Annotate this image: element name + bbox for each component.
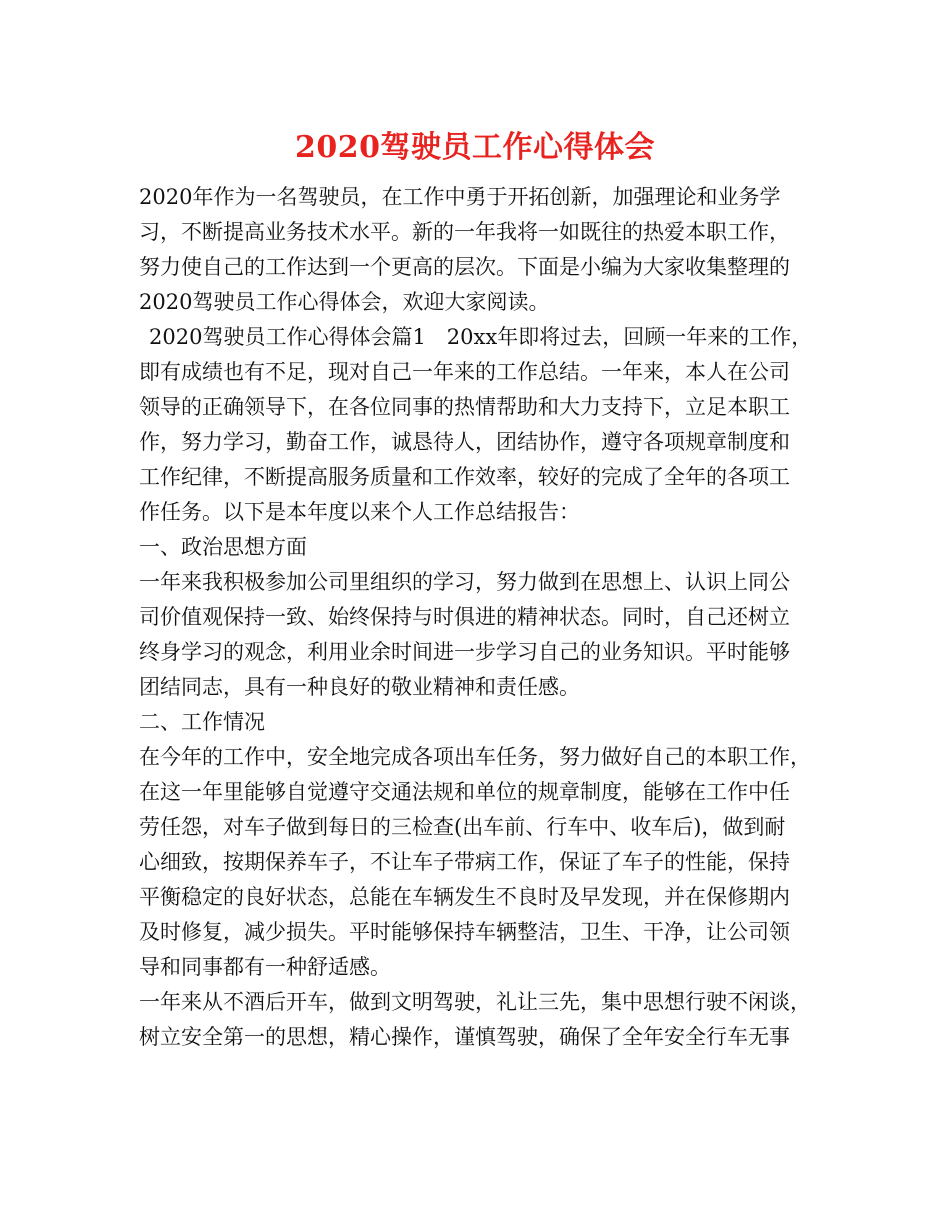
text-line: 劳任怨，对车子做到每日的三检查(出车前、行车中、收车后)，做到耐 xyxy=(139,815,786,839)
text-line: 心细致，按期保养车子，不让车子带病工作，保证了车子的性能，保持 xyxy=(139,850,790,874)
text-line: 司价值观保持一致、始终保持与时俱进的精神状态。同时，自己还树立 xyxy=(139,605,790,629)
text-line: 导和同事都有一种舒适感。 xyxy=(139,955,391,979)
text-line: 习，不断提高业务技术水平。新的一年我将一如既往的热爱本职工作， xyxy=(139,220,790,244)
text-line: 在今年的工作中，安全地完成各项出车任务，努力做好自己的本职工作， xyxy=(139,745,811,769)
text-line: 一年来我积极参加公司里组织的学习，努力做到在思想上、认识上同公 xyxy=(139,570,790,594)
text-line: 平衡稳定的良好状态，总能在车辆发生不良时及早发现，并在保修期内 xyxy=(139,885,790,909)
text-line: 团结同志，具有一种良好的敬业精神和责任感。 xyxy=(139,675,580,699)
document-title: 2020驾驶员工作心得体会 xyxy=(295,130,655,165)
text-line: 树立安全第一的思想，精心操作，谨慎驾驶，确保了全年安全行车无事 xyxy=(139,1025,790,1049)
text-line: 领导的正确领导下，在各位同事的热情帮助和大力支持下，立足本职工 xyxy=(139,395,790,419)
document-body xyxy=(139,180,839,1055)
text-line: 终身学习的观念，利用业余时间进一步学习自己的业务知识。平时能够 xyxy=(139,640,790,664)
text-line: 在这一年里能够自觉遵守交通法规和单位的规章制度，能够在工作中任 xyxy=(139,780,790,804)
text-line: 2020驾驶员工作心得体会，欢迎大家阅读。 xyxy=(139,290,550,314)
section-heading: 一、政治思想方面 xyxy=(139,535,307,559)
text-line: 即有成绩也有不足，现对自己一年来的工作总结。一年来，本人在公司 xyxy=(139,360,790,384)
text-line: 作任务。以下是本年度以来个人工作总结报告： xyxy=(139,500,580,524)
text-line: 及时修复，减少损失。平时能够保持车辆整洁，卫生、干净，让公司领 xyxy=(139,920,790,944)
text-line: 一年来从不酒后开车，做到文明驾驶，礼让三先，集中思想行驶不闲谈， xyxy=(139,990,811,1014)
text-line: 2020驾驶员工作心得体会篇1 20xx年即将过去，回顾一年来的工作， xyxy=(149,325,813,349)
text-line: 作，努力学习，勤奋工作，诚恳待人，团结协作，遵守各项规章制度和 xyxy=(139,430,790,454)
text-line: 2020年作为一名驾驶员，在工作中勇于开拓创新，加强理论和业务学 xyxy=(139,185,781,209)
text-line: 工作纪律，不断提高服务质量和工作效率，较好的完成了全年的各项工 xyxy=(139,465,790,489)
section-heading: 二、工作情况 xyxy=(139,710,265,734)
text-line: 努力使自己的工作达到一个更高的层次。下面是小编为大家收集整理的 xyxy=(139,255,790,279)
